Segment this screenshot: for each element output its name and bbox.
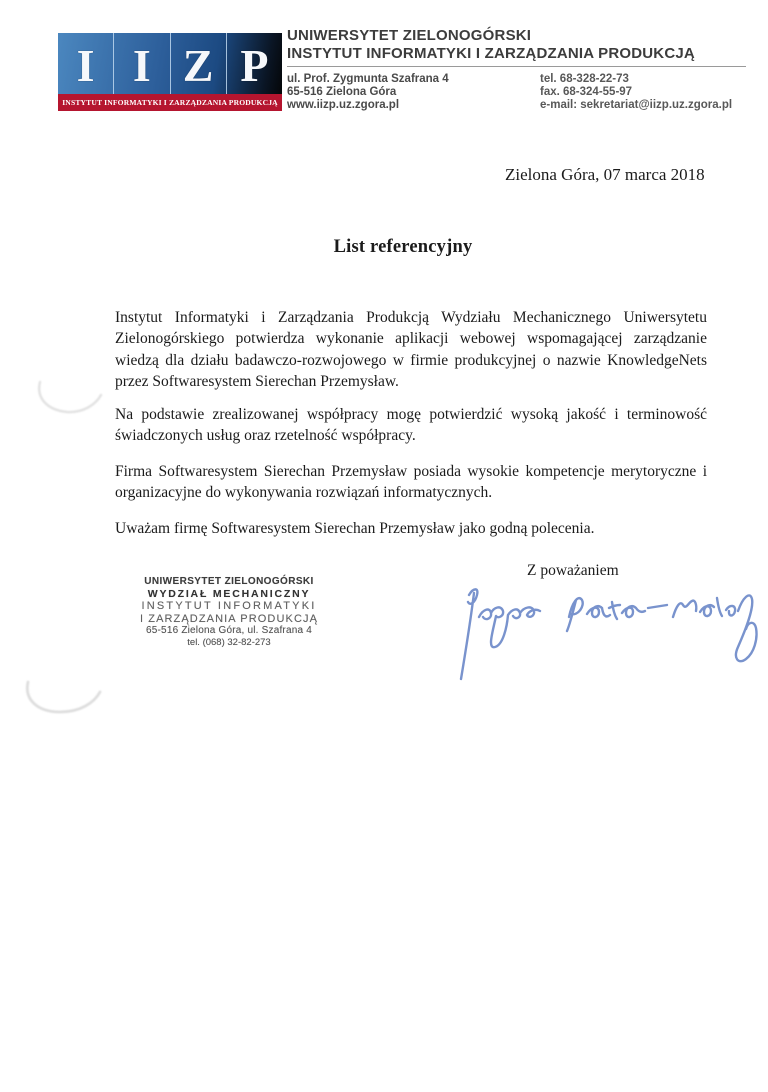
contact-phone: tel. 68-328-22-73 bbox=[540, 73, 629, 85]
stamp-line-address: 65-516 Zielona Góra, ul. Szafrana 4 bbox=[146, 625, 312, 636]
letterhead-contact bbox=[287, 73, 749, 112]
date-line: Zielona Góra, 07 marca 2018 bbox=[505, 165, 705, 184]
address-street: ul. Prof. Zygmunta Szafrana 4 bbox=[287, 73, 449, 85]
org-name-line2: INSTYTUT INFORMATYKI I ZARZĄDZANIA PRODUKCJĄ bbox=[287, 45, 695, 62]
letter-title: List referencyjny bbox=[333, 237, 473, 257]
institute-stamp bbox=[138, 576, 320, 648]
paragraph-3: Firma Softwaresystem Sierechan Przemysław posiada wysokie kompetencje merytoryczne i organizacyjne do wykonywania rozwiązań informatycznych. bbox=[115, 462, 707, 502]
logo-letter-i1: I bbox=[76, 39, 95, 91]
signature-ink-strokes bbox=[445, 575, 760, 683]
address-city: 65-516 Zielona Góra bbox=[287, 86, 397, 98]
logo-panel-2 bbox=[113, 33, 169, 94]
paragraph-1: Instytut Informatyki i Zarządzania Produkcją Wydziału Mechanicznego Uniwersytetu Zielonogórskiego potwierdza wykonanie aplikacji webowej wspomagającej zarządzanie wiedzą dla działu badawczo-rozwojowego w firmie produkcyjnej o nazwie KnowledgeNets przez Softwaresystem Sierechan Przemysław. bbox=[115, 308, 707, 391]
closing-salutation: Z poważaniem bbox=[527, 562, 619, 579]
institute-logo bbox=[58, 33, 282, 111]
logo-letter-i2: I bbox=[132, 39, 151, 91]
logo-banner-text: INSTYTUT INFORMATYKI I ZARZĄDZANIA PRODUKCJĄ bbox=[62, 98, 278, 107]
paragraph-4: Uważam firmę Softwaresystem Sierechan Przemysław jako godną polecenia. bbox=[115, 519, 595, 537]
page-curl-arc-upper bbox=[39, 382, 101, 412]
signature-stroke-group bbox=[461, 589, 757, 679]
logo-panel-4 bbox=[226, 33, 282, 94]
stamp-line-institute-2: I ZARZĄDZANIA PRODUKCJĄ bbox=[139, 612, 319, 625]
logo-letters-panel bbox=[58, 33, 282, 94]
letterhead-divider bbox=[287, 66, 746, 67]
stamp-line-university: UNIWERSYTET ZIELONOGÓRSKI bbox=[144, 576, 314, 587]
logo-panel-1 bbox=[58, 33, 113, 94]
address-website: www.iizp.uz.zgora.pl bbox=[287, 99, 400, 111]
stamp-line-phone: tel. (068) 32-82-273 bbox=[187, 636, 271, 648]
stamp-line-institute-1: INSTYTUT INFORMATYKI bbox=[141, 600, 317, 612]
page-curl-arc-lower bbox=[27, 682, 100, 712]
contact-email: e-mail: sekretariat@iizp.uz.zgora.pl bbox=[540, 99, 733, 111]
contact-block bbox=[540, 73, 732, 112]
handwritten-signature bbox=[445, 575, 760, 683]
logo-letter-p: P bbox=[240, 39, 269, 91]
address-block bbox=[287, 73, 540, 112]
stamp-line-faculty: WYDZIAŁ MECHANICZNY bbox=[147, 588, 311, 600]
letterhead bbox=[287, 27, 749, 112]
paragraph-2: Na podstawie zrealizowanej współpracy mogę potwierdzić wysoką jakość i terminowość świadczonych usług oraz rzetelność współpracy. bbox=[115, 405, 707, 445]
contact-fax: fax. 68-324-55-97 bbox=[540, 86, 633, 98]
org-name-line1: UNIWERSYTET ZIELONOGÓRSKI bbox=[287, 27, 532, 44]
logo-panel-3 bbox=[170, 33, 226, 94]
logo-letter-z: Z bbox=[182, 39, 214, 91]
logo-banner bbox=[58, 94, 282, 111]
